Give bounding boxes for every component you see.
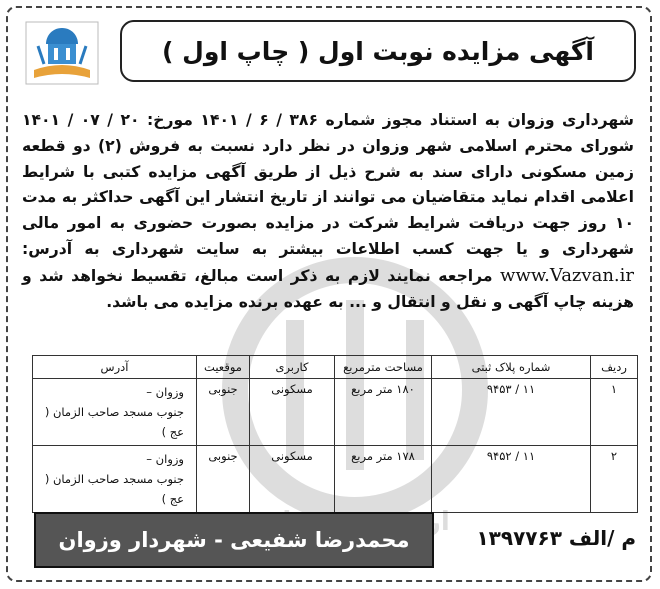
cell-usage: مسکونی [250, 379, 335, 446]
cell-plate-number: ۱۱ / ۹۴۵۳ [432, 379, 591, 446]
cell-address [33, 446, 197, 513]
header-usage: کاربری [250, 356, 335, 379]
table-header-row [33, 356, 638, 379]
lots-table [32, 355, 638, 513]
signature-box [34, 512, 434, 568]
header-row-number: ردیف [591, 356, 638, 379]
signature-text: محمدرضا شفیعی - شهردار وزوان [58, 528, 410, 552]
body-text-end: مراجعه نمایند لازم به ذکر است مبالغ، تقسیط نخواهد شد و هزینه چاپ آگهی و نقل و انتقال و ... به عهده برنده مزایده می باشد. [22, 266, 634, 311]
page-title: آگهی مزایده نوبت اول ( چاپ اول ) [162, 36, 594, 66]
address-line-1: وزوان – [146, 385, 184, 399]
publication-code: م /الف ۱۳۹۷۷۶۳ [476, 526, 636, 550]
address-line-2: جنوب مسجد صاحب الزمان ( عج ) [44, 405, 184, 439]
title-box [120, 20, 636, 82]
cell-usage: مسکونی [250, 446, 335, 513]
header-address: آدرس [33, 356, 197, 379]
municipality-logo [24, 20, 100, 86]
header-plate-number: شماره پلاک ثبتی [432, 356, 591, 379]
table-row [33, 379, 638, 446]
cell-position: جنوبی [197, 379, 250, 446]
cell-position: جنوبی [197, 446, 250, 513]
cell-plate-number: ۱۱ / ۹۴۵۲ [432, 446, 591, 513]
header-area: مساحت مترمربع [335, 356, 432, 379]
cell-area: ۱۸۰ متر مربع [335, 379, 432, 446]
announcement-body [22, 108, 634, 315]
body-text: شهرداری وزوان به استناد مجوز شماره ۳۸۶ / ۶ / ۱۴۰۱ مورخ: ۲۰ / ۰۷ / ۱۴۰۱ شورای محترم اسلامی شهر وزوان در نظر دارد نسبت به فروش (۲) دو قطعه زمین مسکونی دارای سند به شرح ذیل از طریق آگهی مزایده کتبی با شرایط اعلامی اقدام نماید متقاضیان می توانند از تاریخ انتشار این آگهی حداکثر به مدت ۱۰ روز جهت دریافت شرایط شرکت در مزایده بصورت حضوری به امور مالی شهرداری و یا جهت کسب اطلاعات بیشتر به سایت شهرداری به آدرس: [22, 111, 634, 258]
cell-row-number: ۱ [591, 379, 638, 446]
cell-address [33, 379, 197, 446]
website-link[interactable]: www.Vazvan.ir [500, 264, 634, 286]
cell-row-number: ۲ [591, 446, 638, 513]
address-line-1: وزوان – [146, 452, 184, 466]
table-row [33, 446, 638, 513]
header-position: موقعیت [197, 356, 250, 379]
address-line-2: جنوب مسجد صاحب الزمان ( عج ) [44, 472, 184, 506]
cell-area: ۱۷۸ متر مربع [335, 446, 432, 513]
